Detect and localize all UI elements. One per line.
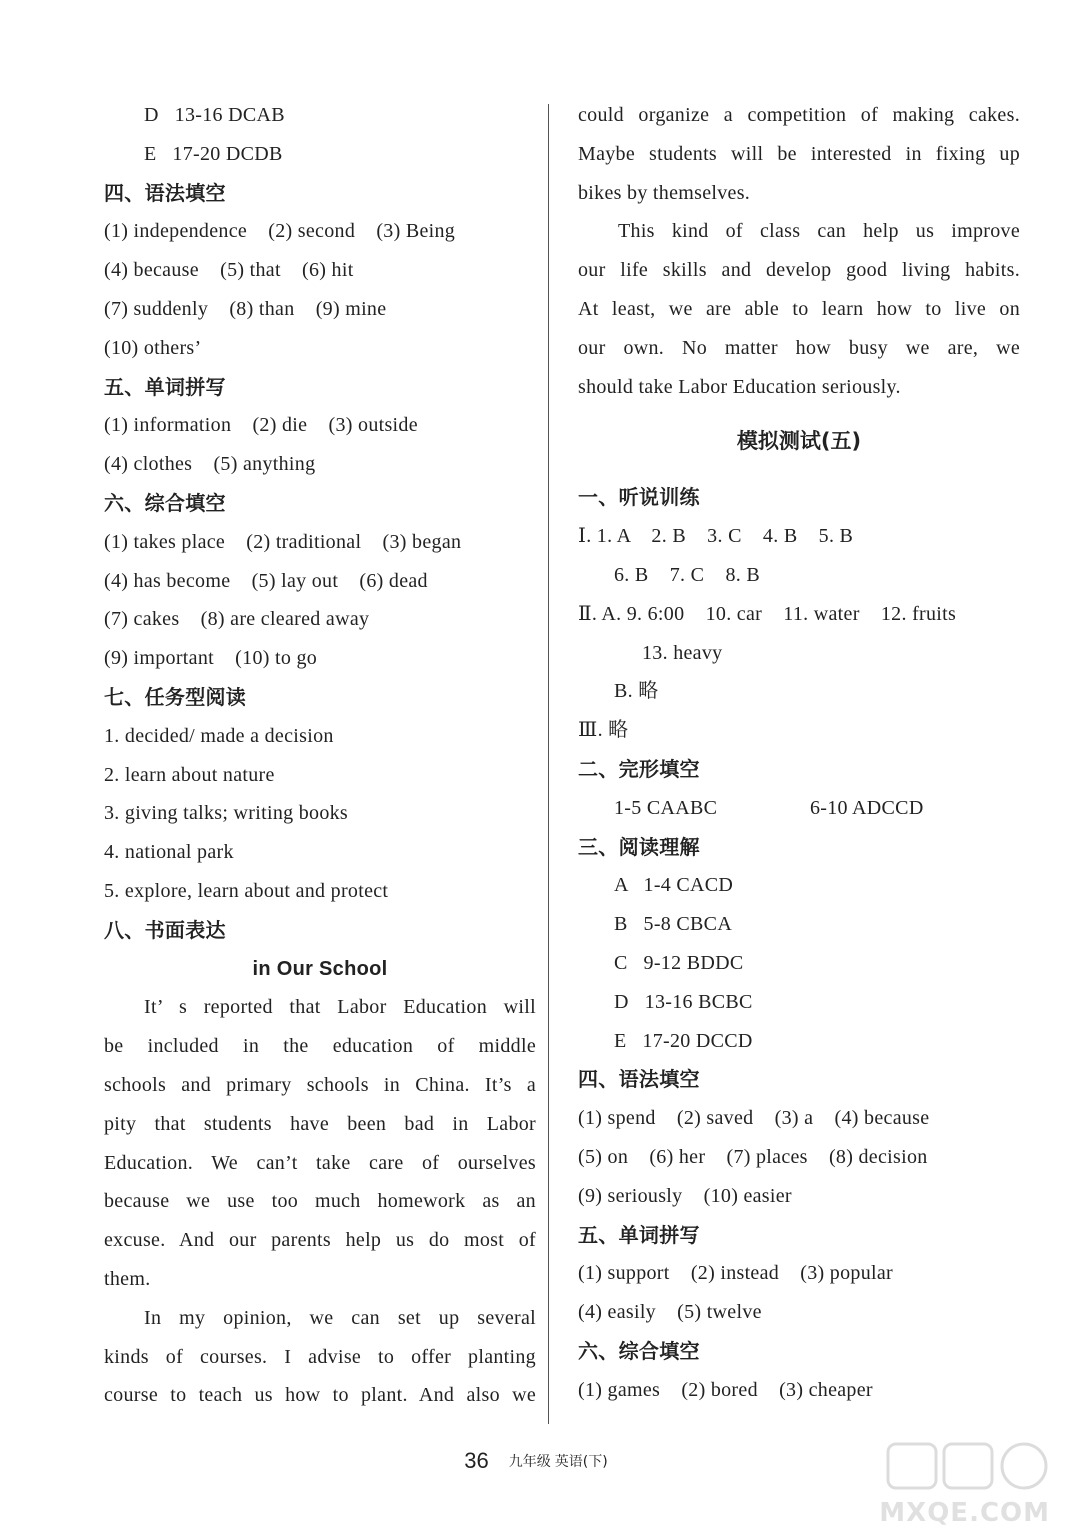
- section-heading-reading: 三、阅读理解: [578, 834, 700, 859]
- essay-line: Education. We can’t take care of ourselves: [104, 1151, 536, 1174]
- task-answer-line: 3. giving talks; writing books: [104, 802, 348, 825]
- reading-answer-line: E 17-20 DCCD: [614, 1029, 753, 1052]
- listening-answer-line: B. 略: [614, 680, 659, 703]
- subject-label: 英语(下): [554, 1454, 608, 1470]
- comprehensive-answer-line: (1) takes place (2) traditional (3) began: [104, 530, 462, 553]
- reading-answer-d: D 13-16 DCAB: [144, 104, 285, 126]
- essay-line: be included in the education of middle: [104, 1035, 536, 1058]
- task-answer-line: 5. explore, learn about and protect: [104, 879, 389, 902]
- essay-line: should take Labor Education seriously.: [578, 375, 901, 398]
- task-answer-line: 4. national park: [104, 841, 234, 864]
- grammar-answer-line: (4) because (5) that (6) hit: [104, 259, 354, 282]
- essay-line: pity that students have been bad in Labor: [104, 1112, 536, 1135]
- listening-answer-line: Ⅲ. 略: [578, 719, 629, 742]
- comprehensive-answer-line: (1) games (2) bored (3) cheaper: [578, 1378, 873, 1401]
- cloze-answer-6-10: 6-10 ADCCD: [810, 796, 924, 819]
- essay-line: This kind of class can help us improve: [618, 220, 1020, 243]
- grammar-answer-line: (5) on (6) her (7) places (8) decision: [578, 1145, 928, 1168]
- grammar-answer-line: (7) suddenly (8) than (9) mine: [104, 297, 387, 320]
- section-heading-spelling: 五、单词拼写: [578, 1222, 700, 1247]
- spelling-answer-line: (4) easily (5) twelve: [578, 1301, 762, 1324]
- listening-answer-line: 6. B 7. C 8. B: [614, 563, 761, 586]
- mock-test-title: 模拟测试(五): [736, 429, 862, 454]
- section-heading-spelling: 五、单词拼写: [104, 374, 226, 399]
- cloze-answer-1-5: 1-5 CAABC: [614, 796, 718, 819]
- grammar-answer-line: (1) independence (2) second (3) Being: [104, 220, 456, 243]
- essay-line: In my opinion, we can set up several: [144, 1306, 536, 1329]
- comprehensive-answer-line: (7) cakes (8) are cleared away: [104, 608, 370, 631]
- comprehensive-answer-line: (9) important (10) to go: [104, 647, 318, 670]
- section-heading-writing: 八、书面表达: [104, 917, 226, 942]
- essay-line: Maybe students will be interested in fixing up: [578, 142, 1020, 165]
- task-answer-line: 2. learn about nature: [104, 763, 275, 786]
- section-heading-comprehensive: 六、综合填空: [578, 1338, 700, 1363]
- reading-answer-line: B 5-8 CBCA: [614, 913, 733, 936]
- essay-title: in Our School: [252, 957, 388, 980]
- watermark-logo: [878, 1438, 1058, 1528]
- essay-paragraph-2: [104, 1299, 536, 1415]
- task-answer-line: 1. decided/ made a decision: [104, 724, 334, 747]
- essay-paragraph-1: [104, 988, 536, 1298]
- listening-answer-line: Ⅰ. 1. A 2. B 3. C 4. B 5. B: [578, 525, 854, 548]
- column-divider: [548, 104, 549, 1424]
- essay-line: bikes by themselves.: [578, 181, 751, 204]
- essay-line: them.: [104, 1267, 151, 1290]
- essay-paragraph-3: [578, 212, 1020, 406]
- page-number: 36: [464, 1448, 489, 1473]
- grammar-answer-line: (10) others’: [104, 336, 202, 359]
- section-heading-comprehensive: 六、综合填空: [104, 490, 226, 515]
- reading-answer-line: C 9-12 BDDC: [614, 951, 744, 974]
- right-column: [578, 96, 1020, 1410]
- reading-answer-e: E 17-20 DCDB: [144, 142, 283, 165]
- essay-line: because we use too much homework as an: [104, 1190, 536, 1213]
- essay-line: It’ s reported that Labor Education will: [144, 996, 536, 1019]
- watermark-logo-icon: [878, 1438, 1058, 1498]
- reading-answer-line: D 13-16 BCBC: [614, 990, 753, 1013]
- left-column: [104, 96, 536, 1415]
- section-heading-grammar: 四、语法填空: [104, 180, 226, 205]
- essay-line: our own. No matter how busy we are, we: [578, 336, 1020, 359]
- grade-label: 九年级: [508, 1454, 551, 1470]
- essay-line: schools and primary schools in China. It’s a: [104, 1073, 536, 1096]
- spelling-answer-line: (1) information (2) die (3) outside: [104, 414, 418, 437]
- essay-line: At least, we are able to learn how to live on: [578, 297, 1020, 320]
- spelling-answer-line: (1) support (2) instead (3) popular: [578, 1262, 894, 1285]
- essay-line: our life skills and develop good living habits.: [578, 259, 1020, 282]
- essay-line: course to teach us how to plant. And also we: [104, 1384, 536, 1407]
- grammar-answer-line: (9) seriously (10) easier: [578, 1184, 792, 1207]
- listening-answer-line: Ⅱ. A. 9. 6:00 10. car 11. water 12. fruits: [578, 602, 957, 625]
- reading-answer-line: A 1-4 CACD: [614, 874, 734, 897]
- watermark-text: MXQE.COM: [879, 1498, 1050, 1528]
- section-heading-grammar: 四、语法填空: [578, 1067, 700, 1092]
- section-heading-cloze: 二、完形填空: [578, 756, 700, 781]
- cloze-answers: [578, 789, 1020, 828]
- grammar-answer-line: (1) spend (2) saved (3) a (4) because: [578, 1107, 930, 1130]
- listening-answer-line: 13. heavy: [642, 641, 723, 664]
- essay-line: excuse. And our parents help us do most of: [104, 1229, 536, 1252]
- essay-line: kinds of courses. I advise to offer planting: [104, 1345, 536, 1368]
- section-heading-task-reading: 七、任务型阅读: [104, 684, 247, 709]
- spelling-answer-line: (4) clothes (5) anything: [104, 453, 316, 476]
- comprehensive-answer-line: (4) has become (5) lay out (6) dead: [104, 569, 428, 592]
- essay-line: could organize a competition of making cakes.: [578, 104, 1020, 126]
- section-heading-listening: 一、听说训练: [578, 485, 700, 510]
- essay-paragraph-2-continued: [578, 96, 1020, 212]
